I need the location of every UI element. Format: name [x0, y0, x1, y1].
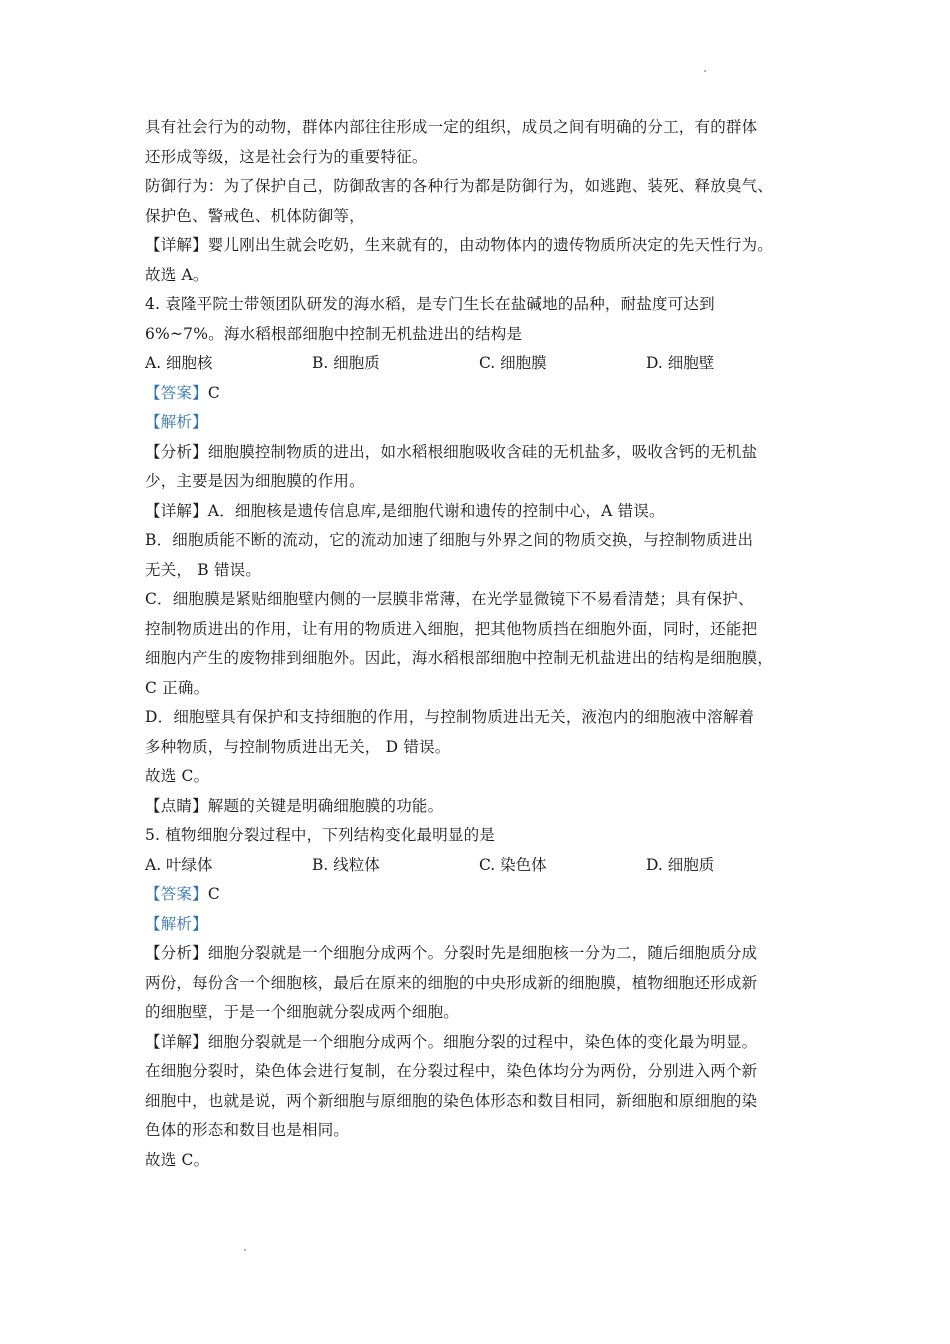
text-line: 保护色、警戒色、机体防御等， [145, 206, 365, 225]
question-4-stem: 4. 袁隆平院士带领团队研发的海水稻，是专门生长在盐碱地的品种，耐盐度可达到 [145, 295, 715, 313]
text-line: 细胞中，也就是说，两个新细胞与原细胞的染色体形态和数目相同，新细胞和原细胞的染 [145, 1091, 758, 1110]
footer-dot [244, 1249, 246, 1251]
text-line: 【分析】细胞分裂就是一个细胞分成两个。分裂时先是细胞核一分为二，随后细胞质分成 [145, 944, 758, 962]
text-line: 【详解】婴儿刚出生就会吃奶，生来就有的，由动物体内的遗传物质所决定的先天性行为。 [145, 236, 774, 254]
text-line: C 正确。 [145, 678, 210, 697]
text-line: 【详解】细胞分裂就是一个细胞分成两个。细胞分裂的过程中，染色体的变化最为明显。 [145, 1032, 758, 1051]
question-5-options [145, 851, 813, 881]
question-4-options [145, 349, 813, 379]
text-line: 还形成等级，这是社会行为的重要特征。 [145, 147, 428, 166]
text-line: 在细胞分裂时，染色体会进行复制，在分裂过程中，染色体均分为两份，分别进入两个新 [145, 1062, 758, 1080]
text-line: 具有社会行为的动物，群体内部往往形成一定的组织，成员之间有明确的分工，有的群体 [145, 118, 758, 136]
option-d: D. 细胞质 [646, 855, 715, 874]
answer-value: C [207, 383, 220, 402]
text-line: B．细胞质能不断的流动，它的流动加速了细胞与外界之间的物质交换，与控制物质进出 [145, 531, 754, 549]
option-c: C. 细胞膜 [479, 354, 547, 372]
question-4-stem-cont: 6%~7%。海水稻根部细胞中控制无机盐进出的结构是 [145, 324, 523, 343]
text-line: C．细胞膜是紧贴细胞壁内侧的一层膜非常薄，在光学显微镜下不易看清楚；具有保护、 [145, 590, 754, 608]
text-line: 多种物质，与控制物质进出无关， D 错误。 [145, 737, 451, 756]
answer-tag: 【答案】 [145, 383, 208, 402]
page-content [145, 113, 813, 1175]
answer-value: C [207, 885, 220, 903]
text-line: 【点睛】解题的关键是明确细胞膜的功能。 [145, 796, 444, 815]
analysis-tag: 【解析】 [145, 914, 208, 933]
text-line: 两份，每份含一个细胞核，最后在原来的细胞的中央形成新的细胞膜，植物细胞还形成新 [145, 973, 758, 992]
option-d: D. 细胞壁 [646, 354, 715, 372]
text-line: 细胞内产生的废物排到细胞外。因此，海水稻根部细胞中控制无机盐进出的结构是细胞膜， [145, 649, 774, 667]
text-line: 色体的形态和数目也是相同。 [145, 1121, 350, 1139]
analysis-tag: 【解析】 [145, 413, 208, 431]
option-a: A. 叶绿体 [145, 855, 213, 874]
text-line: 故选 A。 [145, 265, 209, 284]
option-b: B. 细胞质 [312, 354, 380, 372]
header-dot [704, 70, 706, 72]
text-line: 【分析】细胞膜控制物质的进出，如水稻根细胞吸收含硅的无机盐多，吸收含钙的无机盐 [145, 442, 758, 461]
text-line: 故选 C。 [145, 767, 210, 785]
text-line: 无关， B 错误。 [145, 560, 262, 579]
answer-line [145, 379, 813, 409]
text-line: 的细胞壁，于是一个细胞就分裂成两个细胞。 [145, 1003, 460, 1021]
option-a: A. 细胞核 [145, 354, 213, 372]
answer-line [145, 880, 813, 910]
text-line: 控制物质进出的作用，让有用的物质进入细胞，把其他物质挡在细胞外面，同时，还能把 [145, 619, 758, 638]
text-line: 【详解】A．细胞核是遗传信息库,是细胞代谢和遗传的控制中心，A 错误。 [145, 501, 665, 520]
question-5-stem: 5. 植物细胞分裂过程中，下列结构变化最明显的是 [145, 826, 496, 844]
option-c: C. 染色体 [479, 855, 547, 874]
text-line: 防御行为：为了保护自己，防御敌害的各种行为都是防御行为，如逃跑、装死、释放臭气、 [145, 177, 774, 195]
text-line: 故选 C。 [145, 1150, 210, 1169]
text-line: D．细胞壁具有保护和支持细胞的作用，与控制物质进出无关，液泡内的细胞液中溶解着 [145, 708, 755, 726]
option-b: B. 线粒体 [312, 855, 380, 874]
text-line: 少，主要是因为细胞膜的作用。 [145, 472, 365, 490]
answer-tag: 【答案】 [145, 885, 208, 903]
